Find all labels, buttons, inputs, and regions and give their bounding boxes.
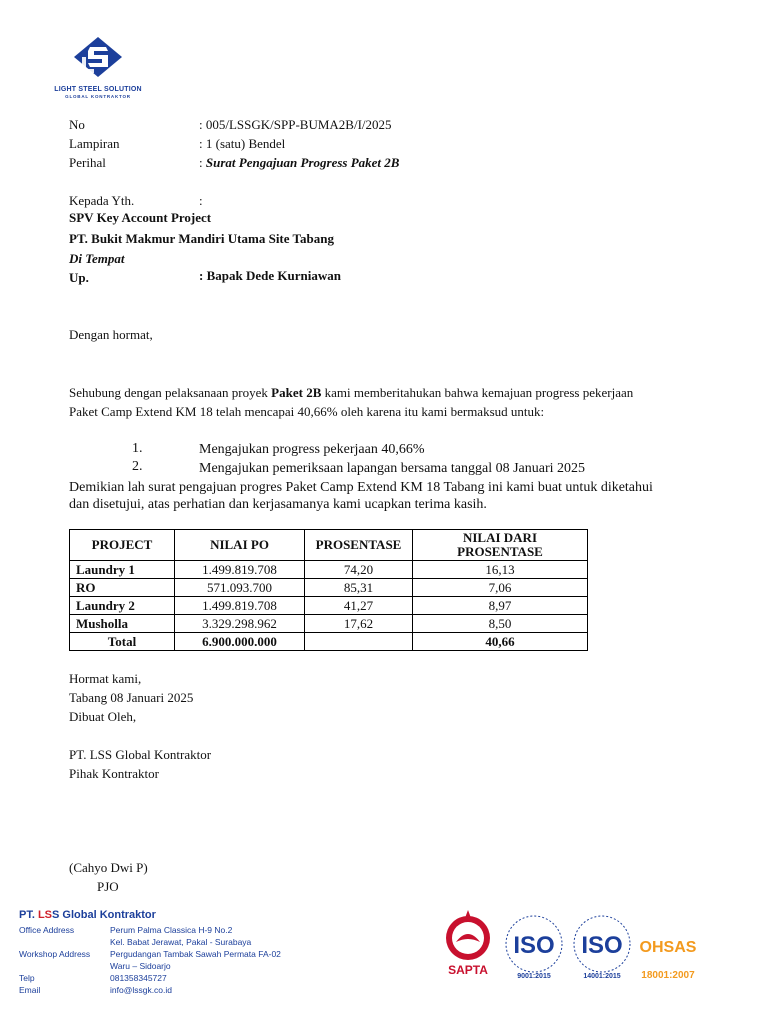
cell-nilai-po: 3.329.298.962 <box>175 615 305 633</box>
footer-label-email: Email <box>19 985 41 995</box>
closing-line1: Demikian lah surat pengajuan progres Paket Camp Extend KM 18 Tabang ini kami buat untuk diketahui <box>69 480 653 495</box>
certification-logos <box>436 908 706 986</box>
signoff-dibuat: Dibuat Oleh, <box>69 709 137 724</box>
cell-nilai-po: 1.499.819.708 <box>175 561 305 579</box>
cell-project: Laundry 1 <box>70 561 175 579</box>
table-total-row <box>70 633 588 651</box>
list-item-1: Mengajukan progress pekerjaan 40,66% <box>199 442 425 457</box>
header-project: PROJECT <box>70 530 175 561</box>
signer-name: (Cahyo Dwi P) <box>69 860 148 875</box>
ohsas-text: OHSAS <box>639 939 697 956</box>
table-header-row <box>70 530 588 561</box>
up-value: : Bapak Dede Kurniawan <box>199 268 341 283</box>
header-prosentase: PROSENTASE <box>305 530 413 561</box>
no-value: : 005/LSSGK/SPP-BUMA2B/I/2025 <box>199 117 392 132</box>
paragraph-1-line1 <box>69 385 633 401</box>
ohsas-code: 18001:2007 <box>641 970 695 981</box>
footer-company-name <box>19 909 156 921</box>
iso2-code: 14001:2015 <box>583 973 621 980</box>
kepada-label: Kepada Yth. <box>69 193 135 208</box>
cell-prosentase: 74,20 <box>305 561 413 579</box>
iso-14001-logo <box>574 916 630 980</box>
cell-nilai-dari: 8,50 <box>413 615 588 633</box>
signoff-line1: Hormat kami, <box>69 671 142 686</box>
up-label: Up. <box>69 270 89 285</box>
footer-value-office: Perum Palma Classica H-9 No.2 <box>110 925 233 935</box>
perihal-text: Surat Pengajuan Progress Paket 2B <box>205 155 400 170</box>
footer-label-telp: Telp <box>19 973 35 983</box>
perihal-value <box>199 155 399 171</box>
signer-title: PJO <box>97 879 119 894</box>
cell-total-nilai-po: 6.900.000.000 <box>175 633 305 651</box>
cell-total-prosentase <box>305 633 413 651</box>
footer-value-office-2: Kel. Babat Jerawat, Pakal - Surabaya <box>110 937 252 947</box>
cell-nilai-dari: 7,06 <box>413 579 588 597</box>
footer-company-rest: Global Kontraktor <box>59 909 156 921</box>
cell-project: RO <box>70 579 175 597</box>
recipient-line3: Di Tempat <box>69 251 125 266</box>
header-nilai-po: NILAI PO <box>175 530 305 561</box>
cell-nilai-po: 571.093.700 <box>175 579 305 597</box>
cell-prosentase: 85,31 <box>305 579 413 597</box>
sapta-logo <box>446 910 490 977</box>
footer-value-workshop-2: Waru – Sidoarjo <box>110 961 171 971</box>
closing-line2: dan disetujui, atas perhatian dan kerjasamanya kami ucapkan terima kasih. <box>69 497 487 512</box>
greeting: Dengan hormat, <box>69 327 153 342</box>
list-num-2: 2. <box>132 459 143 474</box>
footer-value-email: info@lssgk.co.id <box>110 985 173 995</box>
cell-nilai-dari: 8,97 <box>413 597 588 615</box>
iso-9001-logo <box>506 916 562 980</box>
cell-prosentase: 17,62 <box>305 615 413 633</box>
footer-label-office: Office Address <box>19 925 75 935</box>
recipient-line2: PT. Bukit Makmur Mandiri Utama Site Tabang <box>69 231 334 246</box>
footer-value-workshop: Pergudangan Tambak Sawah Permata FA-02 <box>110 949 281 959</box>
footer-value-telp: 081358345727 <box>110 973 167 983</box>
list-num-1: 1. <box>132 441 143 456</box>
kepada-colon: : <box>199 193 203 208</box>
para1-project: Paket 2B <box>271 385 322 400</box>
recipient-line1: SPV Key Account Project <box>69 210 212 225</box>
signoff-date: Tabang 08 Januari 2025 <box>69 690 194 705</box>
signoff-role: Pihak Kontraktor <box>69 766 159 781</box>
cell-nilai-po: 1.499.819.708 <box>175 597 305 615</box>
lampiran-label: Lampiran <box>69 136 120 151</box>
cell-prosentase: 41,27 <box>305 597 413 615</box>
iso1-text: ISO <box>513 932 555 959</box>
table-row <box>70 615 588 633</box>
footer-company-s: S <box>52 909 60 921</box>
sapta-text: SAPTA <box>448 963 488 977</box>
no-label: No <box>69 117 85 132</box>
cell-project: Musholla <box>70 615 175 633</box>
perihal-label: Perihal <box>69 155 106 170</box>
cell-nilai-dari: 16,13 <box>413 561 588 579</box>
signoff-company: PT. LSS Global Kontraktor <box>69 747 212 762</box>
lampiran-value: : 1 (satu) Bendel <box>199 136 286 151</box>
ohsas-logo <box>640 939 697 981</box>
progress-table <box>69 529 588 651</box>
logo-text-main: LIGHT STEEL SOLUTION <box>54 86 142 93</box>
table-row <box>70 597 588 615</box>
iso2-text: ISO <box>581 932 623 959</box>
table-row <box>70 561 588 579</box>
footer-company-prefix: PT. <box>19 909 38 921</box>
cell-total-nilai-dari: 40,66 <box>413 633 588 651</box>
cell-total-label: Total <box>70 633 175 651</box>
paragraph-1-line2: Paket Camp Extend KM 18 telah mencapai 40,66% oleh karena itu kami bermaksud untuk: <box>69 404 545 419</box>
logo-text-sub: GLOBAL KONTRAKTOR <box>65 94 131 99</box>
iso1-code: 9001:2015 <box>517 973 551 980</box>
perihal-colon: : <box>199 155 203 170</box>
footer-label-workshop: Workshop Address <box>19 949 91 959</box>
cell-project: Laundry 2 <box>70 597 175 615</box>
table-row <box>70 579 588 597</box>
footer-company-ls: LS <box>37 909 53 921</box>
header-nilai-dari-prosentase: NILAI DARI PROSENTASE <box>413 530 588 561</box>
list-item-2: Mengajukan pemeriksaan lapangan bersama tanggal 08 Januari 2025 <box>199 461 586 476</box>
para1-c: kami memberitahukan bahwa kemajuan progress pekerjaan <box>321 385 634 400</box>
para1-a: Sehubung dengan pelaksanaan proyek <box>69 385 272 400</box>
